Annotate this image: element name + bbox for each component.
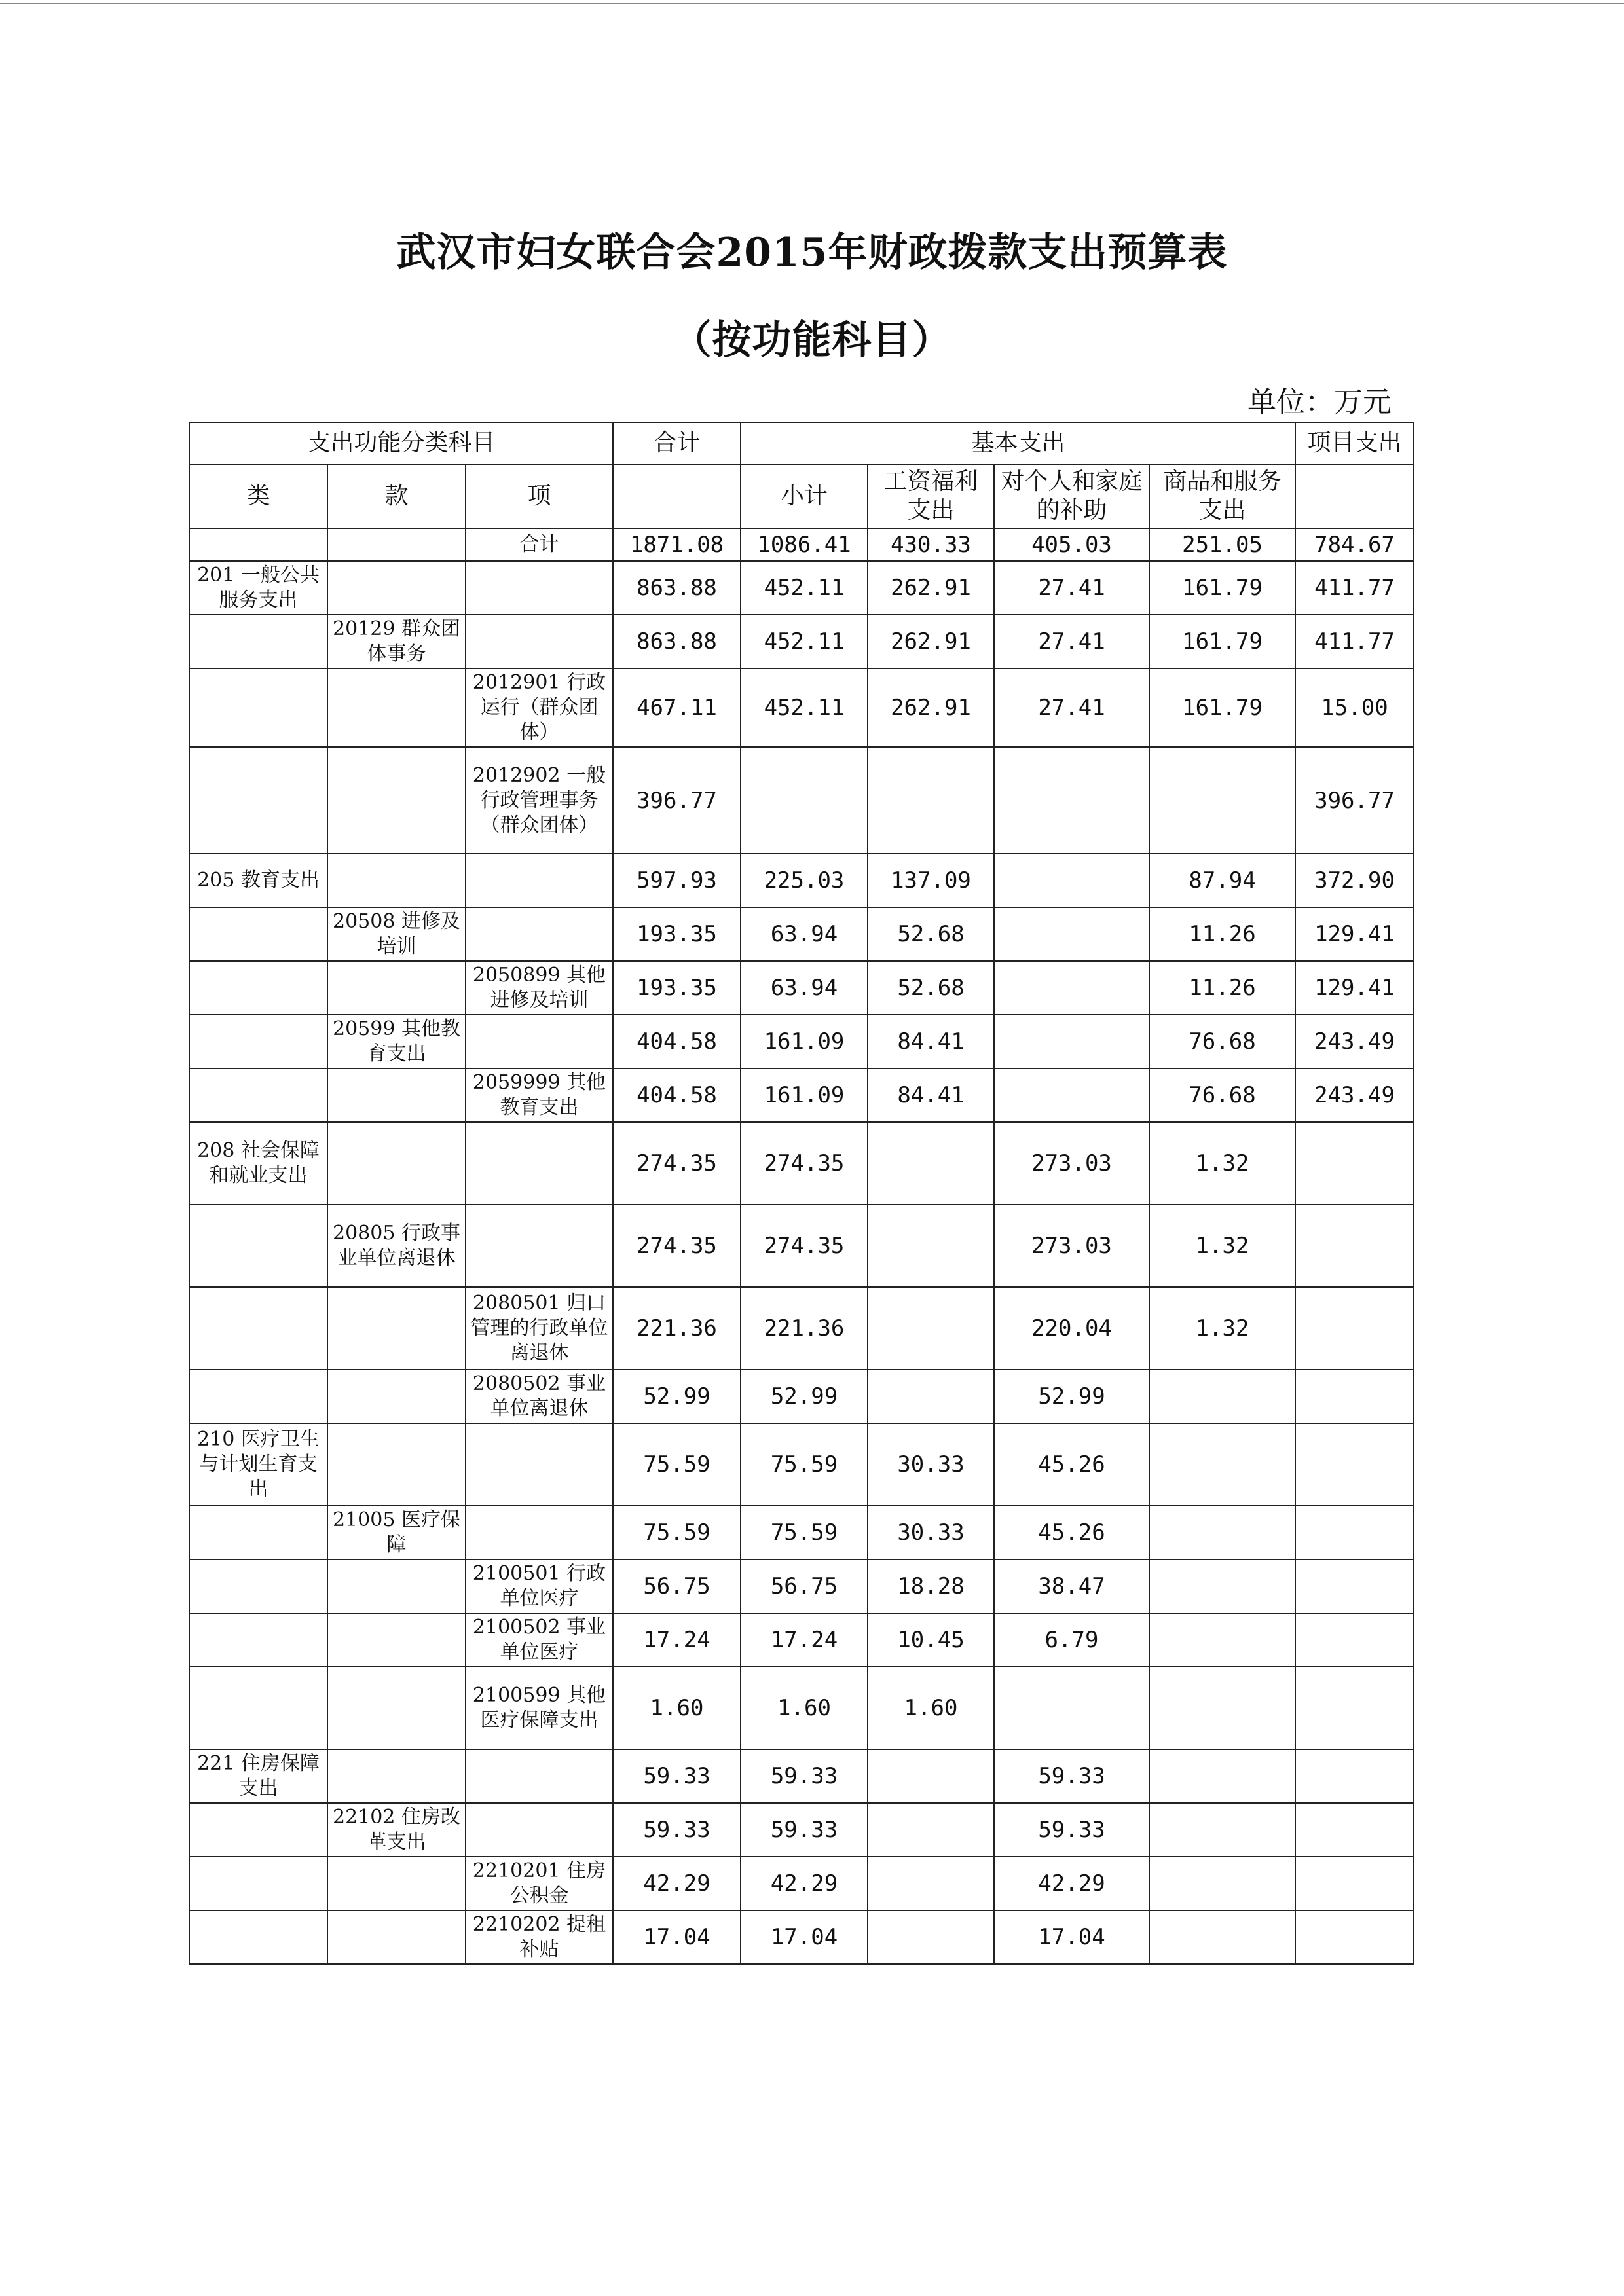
cell-subsidy: 27.41 [994,615,1149,668]
cell-lei [189,1613,327,1667]
table-row [189,1910,1414,1964]
table-row [189,1122,1414,1205]
cell-total: 404.58 [613,1015,741,1068]
cell-subtotal: 274.35 [741,1205,868,1287]
cell-xiang: 2100501 行政单位医疗 [466,1559,613,1613]
cell-lei [189,1015,327,1068]
cell-goods: 76.68 [1149,1068,1295,1122]
cell-wages [868,1803,994,1857]
cell-subtotal: 59.33 [741,1749,868,1803]
cell-lei [189,1205,327,1287]
top-rule [0,3,1624,4]
cell-lei [189,1910,327,1964]
cell-xiang: 2100599 其他医疗保障支出 [466,1667,613,1749]
cell-kuan [327,1068,466,1122]
cell-wages [868,1749,994,1803]
cell-wages: 84.41 [868,1068,994,1122]
table-row [189,961,1414,1015]
page-title: 武汉市妇女联合会2015年财政拨款支出预算表 [396,230,1228,276]
table-row [189,1749,1414,1803]
header-row-2 [189,464,1414,528]
cell-total: 75.59 [613,1506,741,1559]
cell-subtotal: 17.04 [741,1910,868,1964]
cell-project [1295,1803,1414,1857]
cell-lei: 201 一般公共服务支出 [189,561,327,615]
table-row [189,1857,1414,1910]
cell-xiang: 2100502 事业单位医疗 [466,1613,613,1667]
cell-goods: 1.32 [1149,1205,1295,1287]
cell-wages: 84.41 [868,1015,994,1068]
cell-goods [1149,1667,1295,1749]
cell-subsidy [994,961,1149,1015]
cell-kuan [327,1370,466,1423]
cell-subsidy [994,907,1149,961]
cell-xiang [466,1803,613,1857]
cell-total: 274.35 [613,1205,741,1287]
cell-total: 1.60 [613,1667,741,1749]
table-row [189,668,1414,747]
cell-project [1295,1287,1414,1370]
cell-total: 17.24 [613,1613,741,1667]
cell-goods: 87.94 [1149,854,1295,907]
cell-wages: 10.45 [868,1613,994,1667]
cell-wages: 18.28 [868,1559,994,1613]
header-wages: 工资福利支出 [868,464,994,528]
budget-table [189,422,1414,1965]
cell-project [1295,1910,1414,1964]
cell-subtotal: 17.24 [741,1613,868,1667]
cell-lei: 221 住房保障支出 [189,1749,327,1803]
cell-subsidy [994,1667,1149,1749]
header-xiang: 项 [466,464,613,528]
table-row [189,1287,1414,1370]
table-row [189,747,1414,854]
cell-goods [1149,1423,1295,1506]
cell-kuan [327,1613,466,1667]
unit-label: 单位：万元 [1247,386,1392,419]
cell-kuan [327,1423,466,1506]
cell-project [1295,1749,1414,1803]
cell-total: 193.35 [613,907,741,961]
table-row [189,1015,1414,1068]
cell-project: 243.49 [1295,1015,1414,1068]
cell-kuan [327,528,466,561]
cell-subtotal: 52.99 [741,1370,868,1423]
cell-goods: 76.68 [1149,1015,1295,1068]
cell-lei: 208 社会保障和就业支出 [189,1122,327,1205]
cell-kuan [327,1559,466,1613]
cell-total: 193.35 [613,961,741,1015]
cell-lei [189,1068,327,1122]
cell-subsidy [994,747,1149,854]
cell-xiang: 2059999 其他教育支出 [466,1068,613,1122]
cell-xiang: 2012901 行政运行（群众团体） [466,668,613,747]
cell-kuan [327,747,466,854]
cell-wages: 30.33 [868,1506,994,1559]
cell-subtotal: 42.29 [741,1857,868,1910]
cell-kuan: 20805 行政事业单位离退休 [327,1205,466,1287]
cell-lei [189,615,327,668]
cell-total: 59.33 [613,1749,741,1803]
cell-subsidy: 45.26 [994,1423,1149,1506]
cell-xiang [466,1015,613,1068]
cell-kuan [327,854,466,907]
cell-goods [1149,1803,1295,1857]
cell-subtotal: 221.36 [741,1287,868,1370]
header-func-class: 支出功能分类科目 [189,422,613,464]
table-row [189,1803,1414,1857]
cell-goods [1149,1857,1295,1910]
cell-wages: 262.91 [868,615,994,668]
cell-total: 42.29 [613,1857,741,1910]
table-row [189,1068,1414,1122]
cell-lei [189,1506,327,1559]
cell-project [1295,1667,1414,1749]
cell-subsidy: 59.33 [994,1803,1149,1857]
cell-goods [1149,747,1295,854]
cell-total: 52.99 [613,1370,741,1423]
cell-subsidy: 27.41 [994,561,1149,615]
cell-wages: 1.60 [868,1667,994,1749]
table-row [189,1370,1414,1423]
cell-wages: 30.33 [868,1423,994,1506]
cell-lei [189,1559,327,1613]
cell-subtotal: 452.11 [741,668,868,747]
cell-kuan: 20599 其他教育支出 [327,1015,466,1068]
cell-subsidy [994,854,1149,907]
header-basic: 基本支出 [741,422,1295,464]
cell-subtotal: 1086.41 [741,528,868,561]
cell-xiang [466,561,613,615]
table-row [189,615,1414,668]
header-row-1 [189,422,1414,464]
cell-goods: 11.26 [1149,907,1295,961]
cell-project: 129.41 [1295,961,1414,1015]
cell-project: 411.77 [1295,561,1414,615]
cell-lei [189,668,327,747]
cell-subsidy: 38.47 [994,1559,1149,1613]
table-row [189,1667,1414,1749]
cell-project: 372.90 [1295,854,1414,907]
cell-total: 59.33 [613,1803,741,1857]
header-lei: 类 [189,464,327,528]
cell-xiang [466,854,613,907]
cell-goods [1149,1910,1295,1964]
cell-kuan [327,1749,466,1803]
table-row [189,1205,1414,1287]
cell-goods [1149,1749,1295,1803]
cell-lei [189,747,327,854]
cell-project: 243.49 [1295,1068,1414,1122]
cell-goods [1149,1613,1295,1667]
cell-wages [868,1910,994,1964]
cell-project [1295,1122,1414,1205]
cell-wages: 137.09 [868,854,994,907]
table-row [189,1613,1414,1667]
cell-subsidy [994,1015,1149,1068]
cell-xiang [466,1423,613,1506]
header-project-blank [1295,464,1414,528]
cell-wages: 430.33 [868,528,994,561]
cell-project: 15.00 [1295,668,1414,747]
cell-xiang [466,615,613,668]
header-kuan: 款 [327,464,466,528]
table-row [189,1559,1414,1613]
cell-goods: 161.79 [1149,615,1295,668]
cell-project [1295,1613,1414,1667]
cell-lei [189,1370,327,1423]
cell-total: 17.04 [613,1910,741,1964]
cell-wages [868,1370,994,1423]
cell-project [1295,1857,1414,1910]
cell-lei [189,1803,327,1857]
cell-project [1295,1506,1414,1559]
cell-lei [189,961,327,1015]
table-row [189,561,1414,615]
cell-total: 863.88 [613,561,741,615]
table-row [189,1506,1414,1559]
cell-subtotal: 56.75 [741,1559,868,1613]
cell-xiang: 2050899 其他进修及培训 [466,961,613,1015]
cell-total: 56.75 [613,1559,741,1613]
cell-wages [868,1122,994,1205]
cell-kuan [327,668,466,747]
cell-goods [1149,1506,1295,1559]
cell-kuan [327,1910,466,1964]
cell-kuan [327,1667,466,1749]
cell-wages: 262.91 [868,561,994,615]
cell-project: 129.41 [1295,907,1414,961]
cell-project [1295,1559,1414,1613]
cell-xiang [466,1506,613,1559]
cell-lei [189,907,327,961]
cell-subsidy: 405.03 [994,528,1149,561]
cell-subsidy: 6.79 [994,1613,1149,1667]
cell-kuan: 20508 进修及培训 [327,907,466,961]
cell-subsidy: 27.41 [994,668,1149,747]
cell-kuan [327,561,466,615]
cell-kuan: 20129 群众团体事务 [327,615,466,668]
cell-lei [189,1667,327,1749]
cell-subsidy: 45.26 [994,1506,1149,1559]
cell-goods: 161.79 [1149,561,1295,615]
cell-subtotal: 75.59 [741,1506,868,1559]
cell-project: 411.77 [1295,615,1414,668]
cell-goods: 161.79 [1149,668,1295,747]
cell-total: 75.59 [613,1423,741,1506]
page-subtitle: （按功能科目） [672,318,952,363]
cell-subtotal: 452.11 [741,615,868,668]
cell-subsidy: 59.33 [994,1749,1149,1803]
table-row [189,1423,1414,1506]
table-body [189,422,1414,1964]
cell-goods [1149,1370,1295,1423]
cell-project [1295,1423,1414,1506]
cell-subtotal: 59.33 [741,1803,868,1857]
cell-subtotal: 225.03 [741,854,868,907]
cell-lei [189,528,327,561]
cell-total: 404.58 [613,1068,741,1122]
cell-total: 467.11 [613,668,741,747]
header-total-blank [613,464,741,528]
cell-subsidy: 17.04 [994,1910,1149,1964]
cell-subsidy: 273.03 [994,1205,1149,1287]
cell-project [1295,1370,1414,1423]
cell-wages [868,1857,994,1910]
cell-subtotal: 452.11 [741,561,868,615]
cell-xiang [466,1122,613,1205]
cell-project [1295,1205,1414,1287]
cell-total: 863.88 [613,615,741,668]
cell-xiang: 合计 [466,528,613,561]
cell-project: 396.77 [1295,747,1414,854]
cell-xiang: 2210201 住房公积金 [466,1857,613,1910]
cell-lei: 210 医疗卫生与计划生育支出 [189,1423,327,1506]
cell-total: 396.77 [613,747,741,854]
header-total: 合计 [613,422,741,464]
cell-subsidy: 52.99 [994,1370,1149,1423]
cell-subtotal: 161.09 [741,1068,868,1122]
cell-xiang [466,1205,613,1287]
cell-lei: 205 教育支出 [189,854,327,907]
cell-subtotal: 274.35 [741,1122,868,1205]
cell-subtotal: 161.09 [741,1015,868,1068]
cell-kuan [327,1857,466,1910]
cell-wages: 52.68 [868,961,994,1015]
header-project: 项目支出 [1295,422,1414,464]
cell-xiang: 2210202 提租补贴 [466,1910,613,1964]
cell-subtotal: 1.60 [741,1667,868,1749]
cell-wages [868,1205,994,1287]
table-row [189,854,1414,907]
table-row [189,528,1414,561]
cell-wages: 52.68 [868,907,994,961]
cell-kuan: 21005 医疗保障 [327,1506,466,1559]
cell-goods: 251.05 [1149,528,1295,561]
cell-total: 221.36 [613,1287,741,1370]
cell-goods [1149,1559,1295,1613]
cell-subsidy: 220.04 [994,1287,1149,1370]
cell-xiang: 2080502 事业单位离退休 [466,1370,613,1423]
cell-lei [189,1857,327,1910]
header-goods: 商品和服务支出 [1149,464,1295,528]
cell-goods: 1.32 [1149,1122,1295,1205]
cell-total: 1871.08 [613,528,741,561]
cell-project: 784.67 [1295,528,1414,561]
cell-wages: 262.91 [868,668,994,747]
cell-xiang: 2080501 归口管理的行政单位离退休 [466,1287,613,1370]
cell-total: 274.35 [613,1122,741,1205]
cell-kuan: 22102 住房改革支出 [327,1803,466,1857]
cell-wages [868,1287,994,1370]
cell-subtotal: 75.59 [741,1423,868,1506]
cell-total: 597.93 [613,854,741,907]
cell-subsidy [994,1068,1149,1122]
cell-xiang: 2012902 一般行政管理事务（群众团体） [466,747,613,854]
cell-lei [189,1287,327,1370]
cell-xiang [466,1749,613,1803]
cell-kuan [327,1287,466,1370]
cell-kuan [327,1122,466,1205]
cell-subtotal: 63.94 [741,961,868,1015]
cell-subtotal: 63.94 [741,907,868,961]
cell-goods: 1.32 [1149,1287,1295,1370]
cell-kuan [327,961,466,1015]
header-subsidy: 对个人和家庭的补助 [994,464,1149,528]
header-subtotal: 小计 [741,464,868,528]
table-row [189,907,1414,961]
cell-subtotal [741,747,868,854]
cell-wages [868,747,994,854]
cell-subsidy: 273.03 [994,1122,1149,1205]
cell-xiang [466,907,613,961]
cell-subsidy: 42.29 [994,1857,1149,1910]
cell-goods: 11.26 [1149,961,1295,1015]
